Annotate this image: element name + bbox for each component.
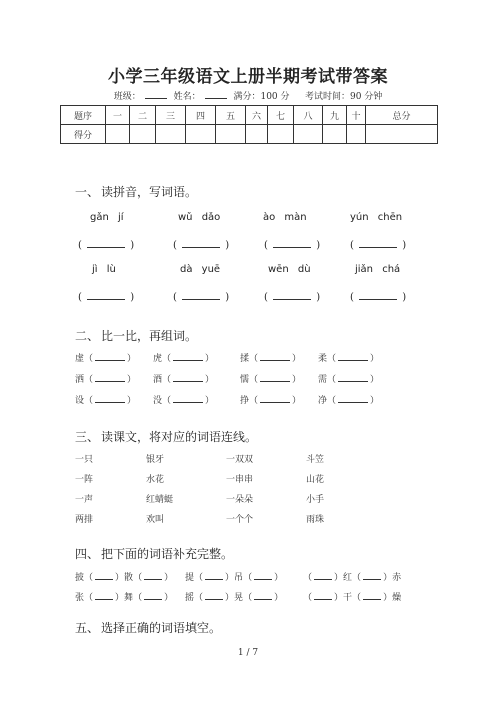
exam-info [0, 89, 496, 102]
score-cell: 题序 [61, 106, 106, 125]
score-header-row [61, 106, 438, 125]
score-input-cell[interactable] [130, 125, 156, 144]
score-input-cell[interactable] [186, 125, 216, 144]
section-title: 选择正确的词语填空。 [101, 621, 222, 635]
score-input-cell[interactable] [156, 125, 186, 144]
connect-word[interactable]: 水花 [146, 475, 165, 485]
pinyin: jì lù [92, 264, 116, 275]
section-title: 比一比，再组词。 [101, 329, 198, 343]
section-title: 读课文，将对应的词语连线。 [101, 430, 258, 444]
full-score: 满分：100 分 [233, 92, 290, 102]
score-input-cell[interactable] [106, 125, 130, 144]
connect-word[interactable]: 一双双 [226, 455, 254, 465]
section-number: 五、 [75, 621, 100, 635]
connect-word[interactable]: 一个个 [226, 515, 254, 525]
compare-item[interactable]: 没（ ） [153, 396, 215, 406]
score-cell: 九 [323, 106, 347, 125]
score-cell: 四 [186, 106, 216, 125]
section-heading [75, 183, 197, 200]
section-heading [75, 545, 233, 562]
score-input-cell[interactable] [347, 125, 366, 144]
pinyin: dà yuē [180, 264, 221, 275]
pinyin: jiǎn chá [355, 264, 401, 275]
connect-word[interactable]: 一声 [75, 495, 94, 505]
score-value-row [61, 125, 438, 144]
compare-item[interactable]: 懦（ ） [240, 375, 302, 385]
exam-time: 考试时间：90 分钟 [304, 92, 383, 102]
fill-item[interactable]: 摇（ ）晃（ ） [185, 593, 284, 603]
compare-item[interactable]: 酒（ ） [153, 375, 215, 385]
section-heading [75, 428, 257, 445]
section-title: 把下面的词语补充完整。 [101, 547, 234, 561]
pinyin: wǔ dǎo [178, 212, 221, 223]
section-heading [75, 327, 197, 344]
score-table [60, 105, 438, 144]
connect-word[interactable]: 一朵朵 [226, 495, 254, 505]
score-cell: 二 [130, 106, 156, 125]
answer-paren[interactable]: ( ) [78, 292, 135, 303]
compare-item[interactable]: 需（ ） [318, 375, 380, 385]
compare-item[interactable]: 挣（ ） [240, 396, 302, 406]
class-label: 班级： [113, 92, 141, 102]
connect-word[interactable]: 斗笠 [306, 455, 325, 465]
page-number: 1 / 7 [237, 648, 259, 658]
compare-item[interactable]: 柔（ ） [318, 354, 380, 364]
connect-word[interactable]: 一只 [75, 455, 94, 465]
score-cell: 总分 [366, 106, 438, 125]
connect-word[interactable]: 一串串 [226, 475, 254, 485]
section-number: 三、 [75, 430, 100, 444]
section-number: 四、 [75, 547, 100, 561]
fill-item[interactable]: （ ）干（ ）燥 [303, 593, 402, 603]
compare-item[interactable]: 设（ ） [75, 396, 137, 406]
answer-paren[interactable]: ( ) [173, 292, 230, 303]
score-input-cell[interactable] [246, 125, 268, 144]
connect-word[interactable]: 红蜻蜓 [146, 495, 174, 505]
fill-item[interactable]: 提（ ）吊（ ） [185, 573, 284, 583]
fill-item[interactable]: （ ）红（ ）赤 [303, 573, 402, 583]
class-blank [145, 90, 167, 99]
pinyin: yún chēn [350, 212, 403, 223]
score-cell: 十 [347, 106, 366, 125]
section-number: 二、 [75, 329, 100, 343]
fill-item[interactable]: 张（ ）舞（ ） [75, 593, 174, 603]
name-label: 姓名： [173, 92, 201, 102]
section-number: 一、 [75, 185, 100, 199]
score-input-cell[interactable] [294, 125, 323, 144]
section-title: 读拼音，写词语。 [101, 185, 198, 199]
compare-item[interactable]: 洒（ ） [75, 375, 137, 385]
answer-paren[interactable]: ( ) [173, 240, 230, 251]
answer-paren[interactable]: ( ) [264, 292, 321, 303]
connect-word[interactable]: 雨珠 [306, 515, 325, 525]
pinyin: wēn dù [268, 264, 311, 275]
connect-word[interactable]: 欢叫 [146, 515, 165, 525]
compare-item[interactable]: 净（ ） [318, 396, 380, 406]
score-input-cell[interactable] [366, 125, 438, 144]
connect-word[interactable]: 两排 [75, 515, 94, 525]
answer-paren[interactable]: ( ) [350, 240, 407, 251]
compare-item[interactable]: 虎（ ） [153, 354, 215, 364]
section-heading [75, 619, 221, 636]
page-title: 小学三年级语文上册半期考试带答案 [108, 67, 388, 87]
pinyin: gǎn jí [90, 212, 124, 223]
connect-word[interactable]: 山花 [306, 475, 325, 485]
compare-item[interactable]: 虚（ ） [75, 354, 137, 364]
answer-paren[interactable]: ( ) [350, 292, 407, 303]
connect-word[interactable]: 一阵 [75, 475, 94, 485]
score-cell: 八 [294, 106, 323, 125]
compare-item[interactable]: 揉（ ） [240, 354, 302, 364]
score-cell: 七 [268, 106, 294, 125]
connect-word[interactable]: 小手 [306, 495, 325, 505]
score-cell: 得分 [61, 125, 106, 144]
name-blank [205, 90, 227, 99]
score-input-cell[interactable] [216, 125, 246, 144]
fill-item[interactable]: 披（ ）散（ ） [75, 573, 174, 583]
score-cell: 五 [216, 106, 246, 125]
score-cell: 一 [106, 106, 130, 125]
score-input-cell[interactable] [323, 125, 347, 144]
connect-word[interactable]: 银牙 [146, 455, 165, 465]
answer-paren[interactable]: ( ) [264, 240, 321, 251]
answer-paren[interactable]: ( ) [78, 240, 135, 251]
pinyin: ào màn [263, 212, 307, 223]
score-cell: 三 [156, 106, 186, 125]
score-cell: 六 [246, 106, 268, 125]
score-input-cell[interactable] [268, 125, 294, 144]
